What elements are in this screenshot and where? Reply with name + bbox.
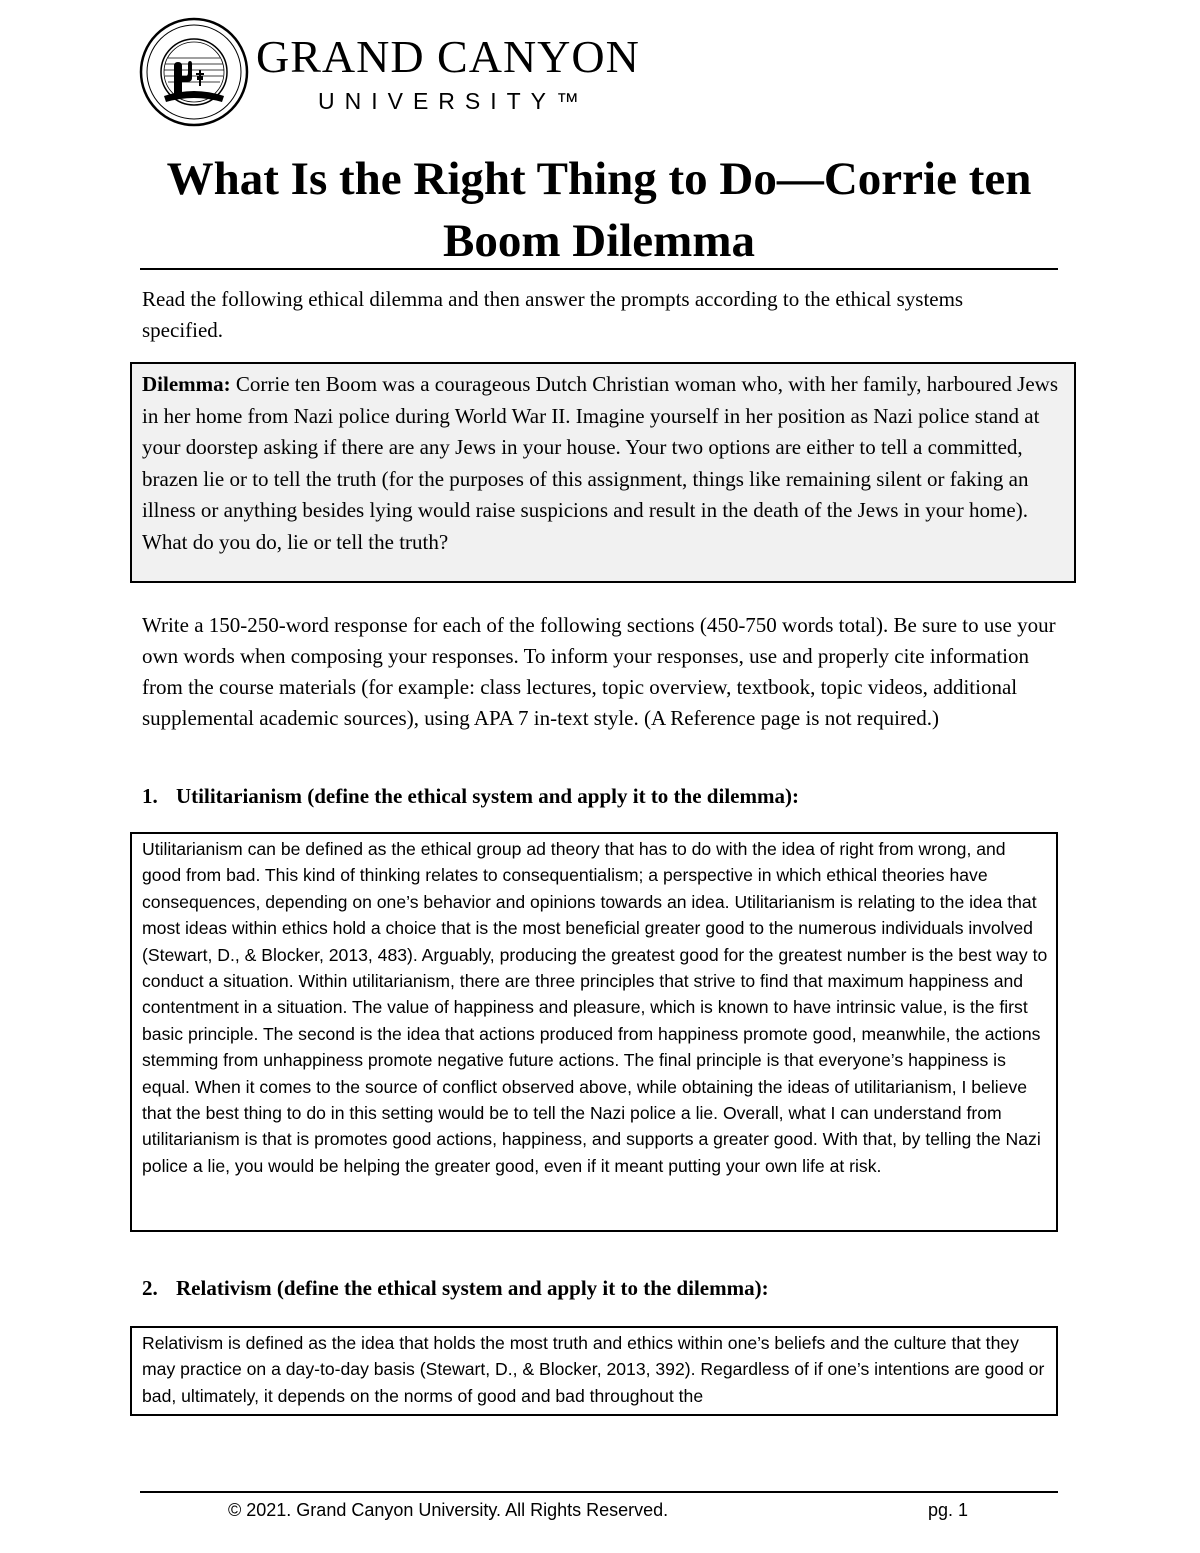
document-title: What Is the Right Thing to Do—Corrie ten Boom Dilemma (166, 153, 1032, 267)
footer-page-number: pg. 1 (928, 1500, 969, 1520)
university-seal-icon (138, 16, 250, 128)
answer-box-relativism: Relativism is defined as the idea that holds the most truth and ethics within one’s beliefs and the culture that they may practice on a day-to-day basis (Stewart, D., & Blocker, 2013, 392). Regardless of if one’s intentions are good or bad, ultimately, it depends on the norms of good and bad throughout the (130, 1326, 1058, 1416)
instructions-paragraph: Write a 150-250-word response for each of the following sections (450-750 words total). Be sure to use your own words when composing your responses. To inform your responses, use and properly cite information from the course materials (for example: class lectures, topic overview, textbook, topic videos, additional supplemental academic sources), using APA 7 in-text style. (A Reference page is not required.) (142, 613, 1056, 730)
footer-divider (140, 1491, 1058, 1493)
logo-name-line2: UNIVERSITY™ (318, 88, 590, 114)
title-divider (140, 268, 1058, 270)
answer-box-utilitarianism: Utilitarianism can be defined as the ethical group ad theory that has to do with the idea of right from wrong, and good from bad. This kind of thinking relates to consequentialism; a perspective in which ethical theories have consequences, depending on one’s behavior and opinions towards an idea. Utilitarianism is relating to the idea that most ideas within ethics hold a choice that is the most beneficial greater good to the numerous individuals involved (Stewart, D., & Blocker, 2013, 483). Arguably, producing the greatest good for the greatest number is the best way to conduct a situation. Within utilitarianism, there are three principles that strive to find that maximum happiness and contentment in a situation. The value of happiness and pleasure, which is known to have intrinsic value, is the first basic principle. The second is the idea that actions produced from happiness promote good, meanwhile, the actions stemming from unhappiness promote negative future actions. The final principle is that everyone’s happiness is equal. When it comes to the source of conflict observed above, while obtaining the ideas of utilitarianism, I believe that the best thing to do in this setting would be to tell the Nazi police a lie. Overall, what I can understand from utilitarianism is that is promotes good actions, happiness, and supports a greater good. With that, by telling the Nazi police a lie, you would be helping the greater good, even if it meant putting your own life at risk. (130, 832, 1058, 1232)
section-heading-text: Relativism (define the ethical system and apply it to the dilemma): (176, 1276, 769, 1300)
section-heading-text: Utilitarianism (define the ethical system and apply it to the dilemma): (176, 784, 799, 808)
university-logo (138, 16, 658, 128)
dilemma-label: Dilemma: (142, 372, 231, 396)
footer-copyright: © 2021. Grand Canyon University. All Rights Reserved. (228, 1500, 669, 1520)
dilemma-text: Corrie ten Boom was a courageous Dutch Christian woman who, with her family, harboured Jews in her home from Nazi police during World War II. Imagine yourself in her position as Nazi police stand at your doorstep asking if there are any Jews in your house. Your two options are either to tell a committed, brazen lie or to tell the truth (for the purposes of this assignment, things like remaining silent or faking an illness or anything besides lying would raise suspicions and result in the death of the Jews in your home). What do you do, lie or tell the truth? (142, 372, 1059, 554)
section-number: 2. (142, 1276, 158, 1300)
logo-name-line1: GRAND CANYON (256, 31, 640, 82)
section-heading-utilitarianism (142, 782, 799, 810)
section-heading-relativism (142, 1274, 769, 1302)
dilemma-box (130, 362, 1076, 583)
intro-paragraph: Read the following ethical dilemma and then answer the prompts according to the ethical systems specified. (142, 287, 964, 342)
section-number: 1. (142, 784, 158, 808)
